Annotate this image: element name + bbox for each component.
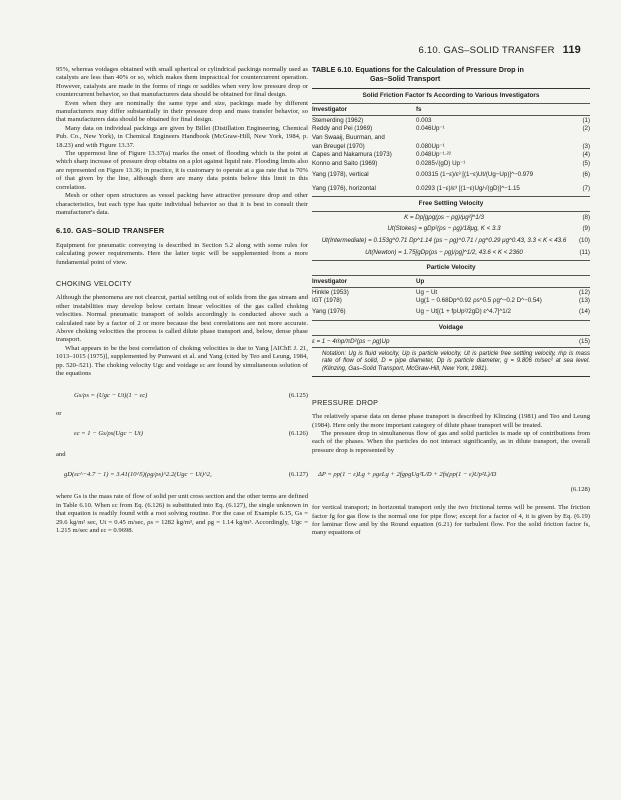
cell-equation: 0.0285√(gD) Up⁻¹	[416, 159, 466, 167]
cell-investigator: van Breugel (1970)	[312, 142, 365, 150]
paragraph: Even when they are nominally the same type and size, packings made by different manufacturers may differ substantially in their pressure drop and mass transfer behavior, so that manufacturers data should be obtained for final design.	[56, 99, 308, 124]
subsection-heading: PRESSURE DROP	[312, 397, 379, 407]
running-header	[419, 44, 581, 56]
formula: ε = 1 − 4ṁp/πD²(ρs − ρg)Up	[312, 337, 390, 345]
cell-number: (12)	[578, 288, 590, 296]
table-row	[312, 168, 590, 182]
table-note: Notation: Ug is fluid velocity, Up is particle velocity, Ut is particle free settling velocity, ṁp is mass rate of flow of solid, D = pipe diameter, Dp is particle diameter, g = 9.806 m/sec² at sea level. (Klinzing, Gas–Solid Transport, McGraw-Hill, New York, 1981).	[322, 351, 590, 372]
column-header: Up	[416, 277, 425, 285]
table-column-headers	[312, 276, 590, 289]
connector-word: or	[56, 409, 62, 417]
connector-word: and	[56, 450, 66, 458]
cell-investigator: IGT (1978)	[312, 297, 342, 305]
equation-body: Gs/ρs = (Ugc − Ut)(1 − εc)	[74, 392, 148, 400]
table-caption-line: Gas–Solid Transport	[370, 73, 441, 83]
formula: K = Dp[gρg(ρs − ρg)/μg²]^1/3	[404, 213, 484, 221]
cell-number: (5)	[582, 159, 590, 167]
cell-investigator: Konno and Saito (1969)	[312, 159, 378, 167]
cell-equation: 0.0293 (1−ε)/ε³ [(1−ε)Ug/√(gD)]^−1.15	[416, 184, 520, 192]
cell-number: (1)	[582, 116, 590, 124]
cell-investigator: Van Swaaij, Buurman, and	[312, 134, 385, 142]
cell-number: (11)	[579, 248, 590, 256]
table-caption	[312, 66, 590, 83]
table-row	[312, 151, 590, 160]
cell-investigator: Stemerding (1962)	[312, 116, 364, 124]
cell-equation: 0.048Up⁻¹·²²	[416, 151, 451, 159]
cell-number: (2)	[582, 125, 590, 133]
paragraph: What appears to be the best correlation of choking velocities is due to Yang [AIChE J. 21, 1013–1015 (1975)], supplemented by Punwani et al. and Yang (cited by Teo and Leung, 1984, pp. 520–521). The choking velocity Ugc and voidage εc are found by simultaneous solution of the equations	[56, 344, 308, 377]
table-section-heading: Voidage	[312, 320, 590, 336]
equation-body: ΔP = ρp(1 − ε)Lg + ρgεLg + 2fgρgUg²L/D + 2fs(ρp(1 − ε)Up²L)/D	[318, 471, 497, 479]
equation-number: (6.125)	[288, 392, 308, 400]
paragraph: The pressure drop in simultaneous flow of gas and solid particles is made up of contributions from each of the phases. When the particles do not interact significantly, as in dilute transport, the overall pressure drop is represented by	[312, 430, 590, 454]
right-column	[312, 66, 590, 538]
cell-number: (8)	[582, 213, 590, 221]
column-header: Investigator	[312, 105, 348, 113]
table-row	[312, 305, 590, 320]
formula: Ut(Intermediate) = 0.153g^0.71 Dp^1.14 (ρs − ρg)^0.71 / ρg^0.29 μg^0.43, 3.3 < K < 43.6	[321, 236, 567, 244]
equation-body: εc = 1 − Gs/ρs(Ugc − Ut)	[74, 430, 143, 438]
paragraph: The relatively sparse data on dense phase transport is described by Klinzing (1981) and Teo and Leung (1984). Here only the more important category of dilute phase transport will be treated.	[312, 413, 590, 429]
cell-equation: Ug(1 − 0.68Dp^0.92 ρs^0.5 ρg^−0.2 D^−0.54)	[416, 297, 542, 305]
paragraph: 95%, whereas voidages obtained with small spherical or cylindrical packings normally used as catalysts are less than 40% or so, which makes them impractical for countercurrent operation. However, catalysts are made in the forms of rings or saddles when very low pressure drop or countercurrent behavior, so that manufacturers data should be obtained for final design.	[56, 66, 308, 99]
cell-investigator: Reddy and Pei (1969)	[312, 125, 373, 133]
table-row	[312, 125, 590, 134]
cell-number: (3)	[582, 142, 590, 150]
cell-equation: Ug − Ut	[416, 288, 438, 296]
paragraph: where Gs is the mass rate of flow of solid per unit cross section and the other terms are defined in Table 6.10. When εc from Eq. (6.126) is substituted into Eq. (6.127), the single unknown in that equation is readily found with a root solving routine. For the case of Example 6.15, Gs = 29.6 kg/m² sec, Ut = 0.45 m/sec, ρs = 1282 kg/m³, and ρg = 1.14 kg/m³. Accordingly, Ugc = 1.215 m/sec and εc = 0.9698.	[56, 493, 308, 535]
cell-number: (14)	[578, 308, 590, 316]
cell-number: (4)	[582, 151, 590, 159]
table-caption-line: TABLE 6.10. Equations for the Calculation of Pressure Drop in	[312, 65, 524, 74]
formula-row	[312, 336, 590, 349]
equation-6-128	[312, 471, 590, 494]
table-section-heading: Particle Velocity	[312, 260, 590, 276]
formula-row	[312, 212, 590, 224]
equation-6-126	[56, 430, 308, 438]
paragraph: Many data on individual packings are given by Billet (Distillation Engineering, Chemical Pub. Co., New York), in Chemical Engineers Handbook (McGraw-Hill, New York, 1984, p. 18.23) and with Figure 13.37.	[56, 124, 308, 149]
equation-number: (6.127)	[288, 471, 308, 479]
table-row	[312, 159, 590, 168]
table-column-headers	[312, 104, 590, 117]
cell-number: (15)	[578, 337, 590, 345]
section-heading: 6.10. GAS–SOLID TRANSFER	[56, 226, 165, 236]
table-6-10	[312, 88, 590, 377]
formula-row	[312, 235, 590, 247]
cell-investigator: Hinkle (1953)	[312, 288, 349, 296]
equation-number: (6.126)	[288, 430, 308, 438]
cell-number: (13)	[578, 297, 590, 305]
column-header: fs	[416, 105, 422, 113]
paragraph: Mesh or other open structures as vessel packing have attractive pressure drop and other characteristics, but each type has quite individual behavior so that it is best to consult their manufacturer's data.	[56, 192, 308, 216]
header-section: 6.10. GAS–SOLID TRANSFER	[418, 45, 555, 56]
table-section-heading: Solid Friction Factor fs According to Various Investigators	[312, 89, 590, 104]
equation-body: gD(εc^−4.7 − 1) = 3.41(10^5)(ρg/ρs)^2.2(Ugc − Ut)^2,	[64, 471, 212, 479]
table-section-heading: Free Settling Velocity	[312, 196, 590, 212]
friction-rows	[312, 116, 590, 196]
table-row	[312, 134, 590, 143]
table-row	[312, 297, 590, 306]
cell-number: (10)	[578, 236, 590, 244]
cell-number: (6)	[582, 170, 590, 178]
table-row	[312, 116, 590, 125]
cell-investigator: Yang (1978), vertical	[312, 170, 369, 178]
cell-number: (9)	[582, 225, 590, 233]
cell-investigator: Yang (1976)	[312, 308, 346, 316]
paragraph: Although the phenomena are not clearcut, partial settling out of solids from the gas stream and other instabilities may develop below certain linear velocities of the gas called choking velocities. Normal pneumatic transport of solids accordingly is conducted above such a calculated rate by a factor of 2 or more because the best correlations are not more accurate. Above choking velocities the process is called dilute phase transport and, below, dense phase transport.	[56, 294, 308, 344]
paragraph: Equipment for pneumatic conveying is described in Section 5.2 along with some rules for calculating power requirements. Here the latter topic will be supplemented from a more fundamental point of view.	[56, 241, 308, 266]
formula: Ut(Stokes) = gDp²(ρs − ρg)/18μg, K < 3.3	[387, 225, 501, 233]
formula-row	[312, 223, 590, 235]
cell-equation: 0.003	[416, 116, 432, 124]
formula-row	[312, 247, 590, 261]
equation-6-127	[56, 471, 308, 479]
subsection-heading: CHOKING VELOCITY	[56, 278, 132, 288]
paragraph: The uppermost line of Figure 13.37(a) marks the onset of flooding which is the point at which sharp increase of pressure drop obtains on a plot against liquid rate. Flooding limits also are represented on Figure 13.36; in practice, it is customary to operate at a gas rate that is 70% of that given by the line, although there are many data points below this limit in this correlation.	[56, 150, 308, 191]
equation-6-125	[56, 392, 308, 400]
column-header: Investigator	[312, 277, 348, 285]
cell-investigator: Yang (1976), horizontal	[312, 184, 376, 192]
table-row	[312, 142, 590, 151]
cell-equation: Ug − Ut[(1 + fpUp²/2gD) ε^4.7]^1/2	[416, 308, 511, 316]
cell-equation: 0.046Up⁻¹	[416, 125, 445, 133]
page-number: 119	[562, 44, 581, 56]
equation-number: (6.128)	[570, 485, 590, 493]
cell-equation: 0.00315 (1−ε)/ε³ [(1−ε)Ut/(Ug−Up)]^−0.979	[416, 170, 534, 178]
table-row	[312, 288, 590, 297]
cell-investigator: Capes and Nakamura (1973)	[312, 151, 392, 159]
formula: Ut(Newton) = 1.75[gDp(ρs − ρg)/ρg]^1/2, 43.6 < K < 2360	[365, 248, 523, 256]
table-row	[312, 182, 590, 197]
cell-equation: 0.080Up⁻¹	[416, 142, 445, 150]
left-column	[56, 66, 308, 535]
cell-number: (7)	[582, 184, 590, 192]
paragraph: for vertical transport; in horizontal transport only the two frictional terms will be present. The friction factor fg for gas flow is the normal one for pipe flow; except for a factor of 4, it is given by Eq. (6.19) for laminar flow and by the Round equation (6.21) for turbulent flow. For the solid friction factor fs, many equations of	[312, 504, 590, 537]
